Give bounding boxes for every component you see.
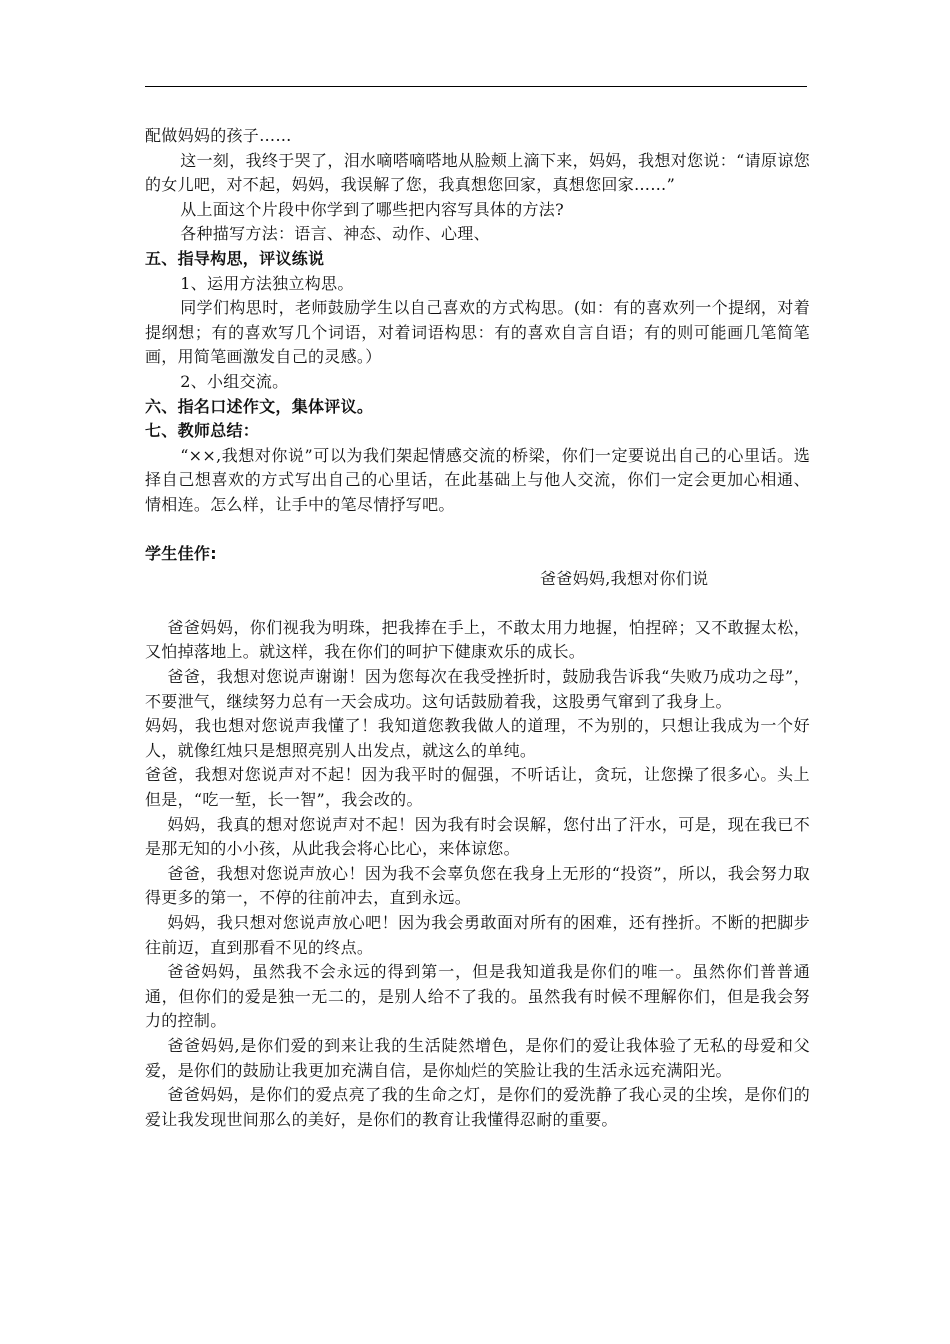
body-paragraph: 从上面这个片段中你学到了哪些把内容写具体的方法? — [180, 199, 564, 219]
blank-line — [145, 518, 810, 543]
header-rule — [145, 86, 807, 87]
blank-line — [145, 591, 810, 616]
essay-paragraph: 爸爸妈妈，虽然我不会永远的得到第一，但是我知道我是你们的唯一。虽然你们普普通通，但你们的爱是独一无二的，是别人给不了我的。虽然我有时候不理解你们，但是我会努力的控制。 — [145, 962, 810, 1031]
body-paragraph: 1、运用方法独立构思。 — [180, 273, 354, 293]
essay-paragraph: 爸爸，我想对您说声对不起！因为我平时的倔强，不听话让，贪玩，让您操了很多心。头上但是，“吃一堑，长一智”，我会改的。 — [145, 765, 810, 810]
section-heading: 五、指导构思，评议练说 — [145, 248, 325, 268]
body-paragraph: “××,我想对你说”可以为我们架起情感交流的桥梁，你们一定要说出自己的心里话。选择自己想喜欢的方式写出自己的心里话，在此基础上与他人交流，你们一定会更加心相通、情相连。怎么样，让手中的笔尽情抒写吧。 — [145, 445, 810, 514]
body-paragraph: 各种描写方法：语言、神态、动作、心理、 — [180, 224, 490, 244]
essay-paragraph: 爸爸妈妈，你们视我为明珠，把我捧在手上，不敢太用力地握，怕捏碎；又不敢握太松，又怕掉落地上。就这样，我在你们的呵护下健康欢乐的成长。 — [145, 617, 810, 662]
essay-paragraph: 妈妈，我只想对您说声放心吧！因为我会勇敢面对所有的困难，还有挫折。不断的把脚步往前迈，直到那看不见的终点。 — [145, 913, 810, 957]
essay-paragraph: 爸爸，我想对您说声放心！因为我不会辜负您在我身上无形的“投资”，所以，我会努力取得更多的第一，不停的往前冲去，直到永远。 — [145, 863, 810, 908]
essay-paragraph: 爸爸妈妈,是你们爱的到来让我的生活陡然增色，是你们的爱让我体验了无私的母爱和父爱，是你们的鼓励让我更加充满自信，是你灿烂的笑脸让我的生活永远充满阳光。 — [145, 1035, 810, 1080]
section-heading: 七、教师总结： — [145, 421, 260, 441]
body-paragraph: 配做妈妈的孩子…… — [145, 126, 292, 145]
essay-paragraph: 爸爸妈妈，是你们的爱点亮了我的生命之灯，是你们的爱洗静了我心灵的尘埃，是你们的爱让我发现世间那么的美好，是你们的教育让我懂得忍耐的重要。 — [145, 1085, 810, 1129]
body-paragraph: 同学们构思时，老师鼓励学生以自己喜欢的方式构思。(如：有的喜欢列一个提纲，对着提纲想；有的喜欢写几个词语，对着词语构思：有的喜欢自言自语；有的则可能画几笔简笔画，用简笔画激发自己的灵感。） — [145, 298, 810, 367]
body-paragraph: 2、小组交流。 — [180, 371, 289, 391]
section-heading: 六、指名口述作文，集体评议。 — [145, 396, 374, 416]
essay-title: 爸爸妈妈,我想对你们说 — [540, 568, 709, 588]
essay-paragraph: 爸爸，我想对您说声谢谢！因为您每次在我受挫折时，鼓励我告诉我“失败乃成功之母”，不要泄气，继续努力总有一天会成功。这句话鼓励着我，这股勇气窜到了我身上。 — [145, 667, 810, 711]
essay-paragraph: 妈妈，我也想对您说声我懂了！我知道您教我做人的道理，不为别的，只想让我成为一个好人，就像红烛只是想照亮别人出发点，就这么的单纯。 — [145, 716, 810, 760]
body-paragraph: 这一刻，我终于哭了，泪水嘀嗒嘀嗒地从脸颊上滴下来，妈妈，我想对您说：“请原谅您的女儿吧，对不起，妈妈，我误解了您，我真想您回家，真想您回家……” — [145, 150, 810, 195]
section-heading: 学生佳作: — [145, 544, 217, 564]
essay-paragraph: 妈妈，我真的想对您说声对不起！因为我有时会误解，您付出了汗水，可是，现在我已不是那无知的小小孩，从此我会将心比心，来体谅您。 — [145, 814, 810, 859]
document-body — [145, 124, 810, 1132]
